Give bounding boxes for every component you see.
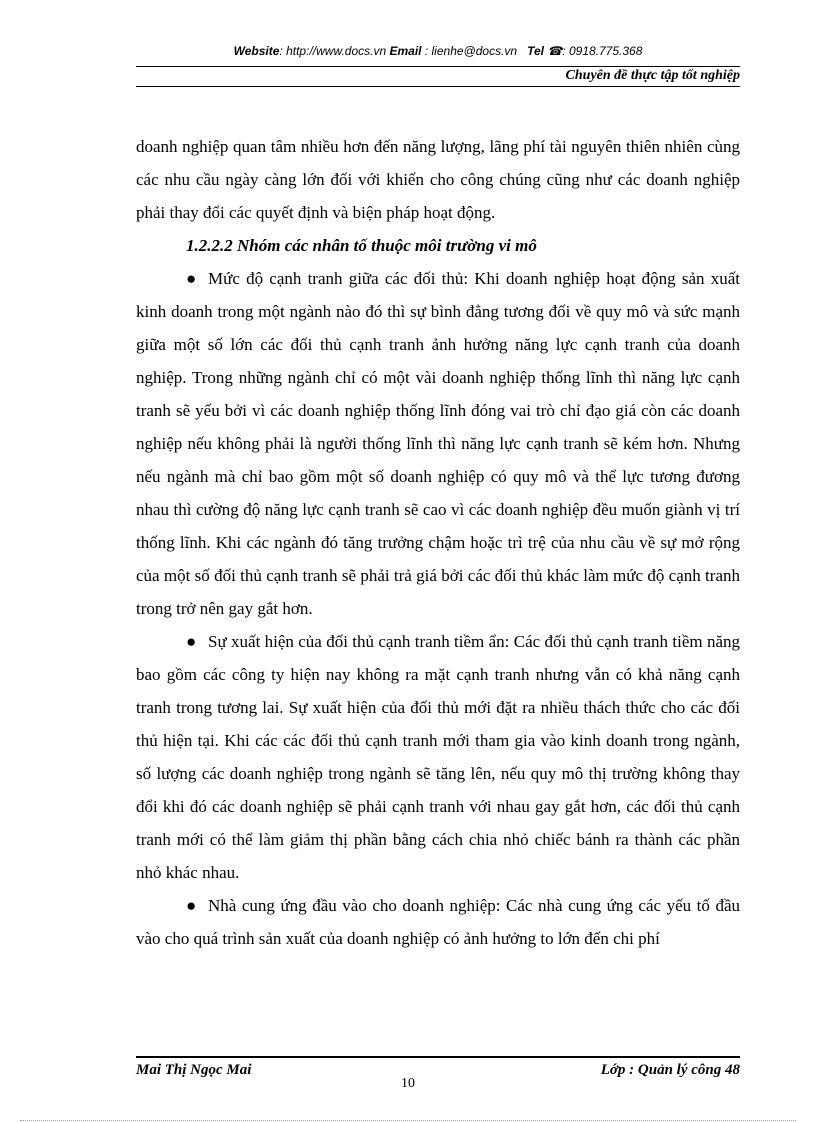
header-rule — [136, 66, 740, 67]
email-label: Email — [389, 44, 422, 58]
page-number: 10 — [401, 1076, 415, 1091]
bullet-icon: ● — [186, 269, 197, 288]
header-rule-bottom — [136, 86, 740, 87]
footer-rule — [136, 1056, 740, 1058]
footer-author: Mai Thị Ngọc Mai — [136, 1062, 252, 1078]
footer-class: Lớp : Quản lý công 48 — [600, 1062, 740, 1078]
page-edge-dotted — [20, 1120, 796, 1121]
tel-label: Tel — [527, 44, 544, 58]
bullet-icon: ● — [186, 632, 197, 651]
header-contact — [136, 44, 740, 58]
section-heading: 1.2.2.2 Nhóm các nhân tố thuộc môi trường vi mô — [186, 236, 537, 255]
bullet-paragraph-3 — [136, 889, 740, 955]
paragraph-intro: doanh nghiệp quan tâm nhiều hơn đến năng lượng, lãng phí tài nguyên thiên nhiên cùng các nhu cầu ngày càng lớn đối với khiến cho công chúng cũng như các doanh nghiệp phải thay đổi các quyết định và biện pháp hoạt động. — [136, 137, 740, 222]
bullet-text-1: Mức độ cạnh tranh giữa các đối thủ: Khi doanh nghiệp hoạt động sản xuất kinh doanh trong một ngành nào đó thì sự bình đẳng tương đối về quy mô và sức mạnh giữa một số lớn các đối thủ cạnh tranh ảnh hưởng năng lực cạnh tranh của doanh nghiệp. Trong những ngành chỉ có một vài doanh nghiệp thống lĩnh thì năng lực cạnh tranh sẽ yếu bởi vì các doanh nghiệp thống lĩnh đóng vai trò chỉ đạo giá còn các doanh nghiệp nếu không phải là người thống lĩnh thì năng lực cạnh tranh sẽ kém hơn. Nhưng nếu ngành mà chỉ bao gồm một số doanh nghiệp có quy mô và thể lực tương đương nhau thì cường độ năng lực cạnh tranh sẽ cao vì các doanh nghiệp đều muốn giành vị trí thống lĩnh. Khi các ngành đó tăng trưởng chậm hoặc trì trệ của nhu cầu về sự mở rộng của một số đối thủ cạnh tranh sẽ phải trả giá bởi các đối thủ khác làm mức độ cạnh tranh trong trở nên gay gắt hơn. — [136, 269, 740, 618]
email-value: : lienhe@docs.vn — [424, 44, 518, 58]
website-label: Website — [233, 44, 280, 58]
website-value: : http://www.docs.vn — [279, 44, 387, 58]
bullet-text-3: Nhà cung ứng đầu vào cho doanh nghiệp: Các nhà cung ứng các yếu tố đầu vào cho quá trình sản xuất của doanh nghiệp có ảnh hưởng to lớn đến chi phí — [136, 896, 740, 948]
phone-icon: ☎ — [547, 44, 563, 58]
tel-value: : 0918.775.368 — [562, 44, 643, 58]
bullet-paragraph-1 — [136, 262, 740, 625]
bullet-icon: ● — [186, 896, 197, 915]
header-title: Chuyên đề thực tập tốt nghiệp — [565, 68, 740, 83]
bullet-paragraph-2 — [136, 625, 740, 889]
bullet-text-2: Sự xuất hiện của đối thủ cạnh tranh tiềm ẩn: Các đối thủ cạnh tranh tiềm năng bao gồm các công ty hiện nay không ra mặt cạnh tranh nhưng vẫn có khả năng cạnh tranh trong tương lai. Sự xuất hiện của đối thủ mới đặt ra nhiều thách thức cho các đối thủ hiện tại. Khi các các đối thủ cạnh tranh mới tham gia vào kinh doanh trong ngành, số lượng các doanh nghiệp trong ngành sẽ tăng lên, nếu quy mô thị trường không thay đổi khi đó các doanh nghiệp sẽ phải cạnh tranh với nhau gay gắt hơn, các đối thủ cạnh tranh mới có thể làm giảm thị phần bằng cách chia nhỏ chiếc bánh ra thành các phần nhỏ khác nhau. — [136, 632, 740, 882]
document-body — [136, 130, 740, 955]
